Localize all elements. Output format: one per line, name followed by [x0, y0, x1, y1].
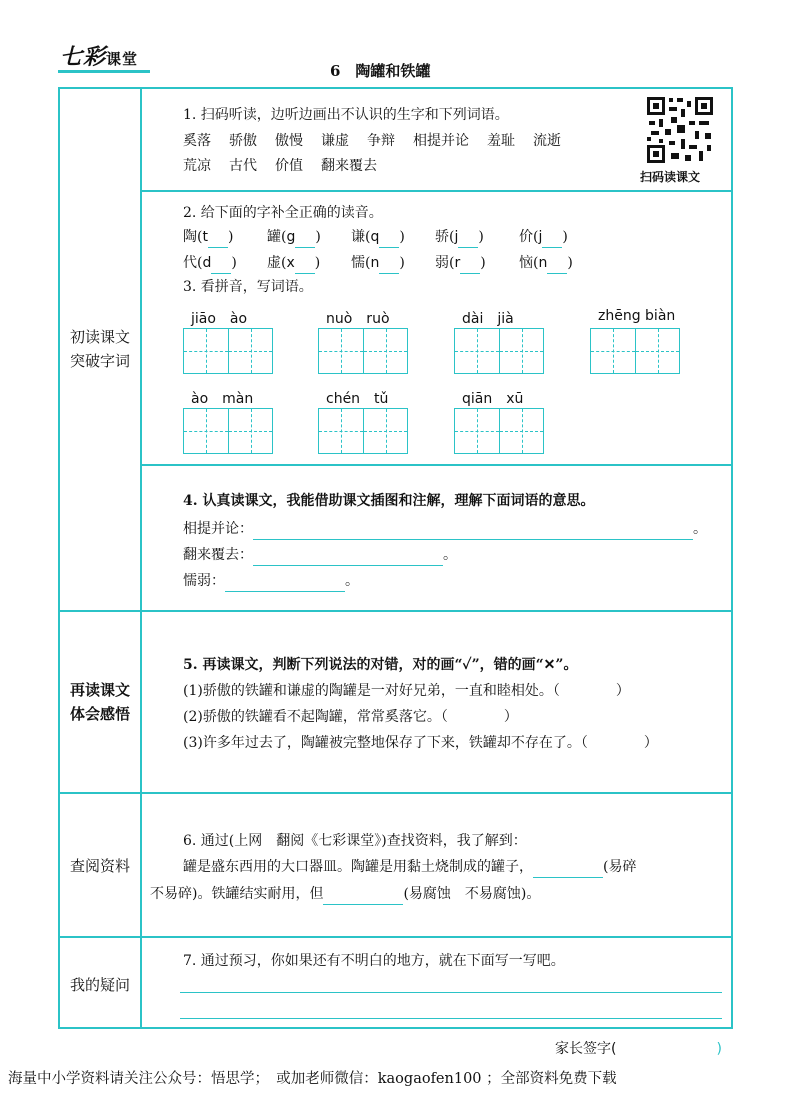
pinyin-hint: d	[202, 255, 212, 271]
answer-blank[interactable]	[379, 259, 399, 274]
section-label-first-read: 初读课文 突破字词	[69, 328, 130, 370]
pinyin-label: zhēng biàn	[598, 308, 676, 324]
answer-blank[interactable]	[379, 233, 399, 248]
writing-cell[interactable]	[591, 329, 635, 373]
qr-caption: 扫码读课文	[640, 170, 701, 184]
vocab-word: 价值	[275, 158, 303, 174]
pronunciation-item: 弱(r )	[435, 252, 519, 274]
q6-line1: 罐是盛东西用的大口器皿。陶罐是用黏土烧制成的罐子， (易碎	[183, 856, 636, 878]
answer-blank[interactable]	[323, 890, 403, 905]
section-label-reread: 再读课文 体会感悟	[69, 681, 130, 723]
writing-cell[interactable]	[184, 409, 228, 453]
writing-grid[interactable]	[183, 328, 273, 374]
answer-blank[interactable]	[460, 259, 480, 274]
answer-blank[interactable]	[295, 233, 315, 248]
pronunciation-item: 代(d )	[183, 252, 267, 274]
pinyin-hint: x	[286, 255, 295, 271]
pinyin-hint: t	[202, 229, 208, 245]
pinyin-label: ào màn	[191, 391, 254, 407]
pronunciation-item: 价(j )	[519, 226, 603, 248]
q4-term-label: 翻来覆去：	[183, 547, 253, 563]
pronunciation-char: 弱	[435, 255, 449, 271]
pinyin-hint: q	[370, 229, 380, 245]
writing-cell[interactable]	[499, 329, 543, 373]
writing-grid[interactable]	[318, 408, 408, 454]
footer-notice: 海量中小学资料请关注公众号：悟思学； 或加老师微信：kaogaofen100 ；全部资料免费下载	[8, 1071, 617, 1087]
writing-cell[interactable]	[455, 329, 499, 373]
divider-section2	[58, 792, 733, 794]
answer-blank[interactable]	[211, 259, 231, 274]
pinyin-hint: g	[286, 229, 296, 245]
q4-term-label: 相提并论：	[183, 521, 253, 537]
pinyin-hint: n	[370, 255, 380, 271]
writing-grid[interactable]	[318, 328, 408, 374]
pinyin-label: nuò ruò	[326, 311, 390, 327]
answer-blank[interactable]	[458, 233, 478, 248]
logo-underline	[58, 70, 150, 73]
q4-term-label: 懦弱：	[183, 573, 225, 589]
pronunciation-char: 代	[183, 255, 197, 271]
writing-cell[interactable]	[363, 329, 407, 373]
writing-grid[interactable]	[590, 328, 680, 374]
vocab-word: 流逝	[533, 133, 561, 149]
signature-label: 家长签字(	[555, 1041, 617, 1057]
answer-blank[interactable]	[542, 233, 562, 248]
logo-main: 七彩	[60, 44, 107, 70]
pinyin-label: dài jià	[462, 311, 514, 327]
pinyin-hint: n	[538, 255, 548, 271]
q7-prompt: 7. 通过预习，你如果还有不明白的地方，就在下面写一写吧。	[183, 953, 565, 969]
answer-blank[interactable]	[533, 863, 603, 878]
pinyin-label: jiāo ào	[191, 311, 248, 327]
column-divider	[140, 87, 142, 1029]
pinyin-label: qiān xū	[462, 391, 524, 407]
answer-blank[interactable]	[208, 233, 228, 248]
q3-prompt: 3. 看拼音，写词语。	[183, 279, 313, 295]
q5-prompt: 5. 再读课文，判断下列说法的对错，对的画“✓”，错的画“✕”。	[183, 657, 578, 673]
logo-sub: 课堂	[106, 50, 139, 68]
pronunciation-item: 虚(x )	[267, 252, 351, 274]
pronunciation-item: 骄(j )	[435, 226, 519, 248]
answer-blank[interactable]	[253, 525, 693, 540]
divider-q1	[140, 190, 733, 192]
divider-section1	[58, 610, 733, 612]
q4-term-2: 翻来覆去： 。	[183, 544, 457, 566]
writing-line[interactable]	[180, 1018, 722, 1019]
q1-prompt: 1. 扫码听读，边听边画出不认识的生字和下列词语。	[183, 107, 509, 123]
q4-prompt: 4. 认真读课文，我能借助课文插图和注解，理解下面词语的意思。	[183, 493, 595, 509]
section-label-questions: 我的疑问	[69, 976, 130, 994]
q1-words-row2	[183, 155, 395, 177]
writing-line[interactable]	[180, 992, 722, 993]
logo	[60, 40, 138, 71]
vocab-word: 相提并论	[413, 133, 469, 149]
pronunciation-char: 价	[519, 229, 533, 245]
divider-section3	[58, 936, 733, 938]
vocab-word: 荒凉	[183, 158, 211, 174]
q5-statement-1[interactable]: (1)骄傲的铁罐和谦虚的陶罐是一对好兄弟，一直和睦相处。（ ）	[183, 683, 630, 699]
vocab-word: 古代	[229, 158, 257, 174]
vocab-word: 争辩	[367, 133, 395, 149]
q1-accent-line	[523, 190, 615, 192]
pronunciation-item: 恼(n )	[519, 252, 603, 274]
writing-cell[interactable]	[635, 329, 679, 373]
writing-cell[interactable]	[228, 409, 272, 453]
q4-term-3: 懦弱： 。	[183, 570, 359, 592]
writing-cell[interactable]	[455, 409, 499, 453]
pinyin-hint: j	[538, 229, 543, 245]
writing-cell[interactable]	[499, 409, 543, 453]
q5-statement-2[interactable]: (2)骄傲的铁罐看不起陶罐，常常奚落它。（ ）	[183, 709, 518, 725]
writing-grid[interactable]	[454, 328, 544, 374]
pronunciation-char: 陶	[183, 229, 197, 245]
pronunciation-char: 恼	[519, 255, 533, 271]
vocab-word: 奚落	[183, 133, 211, 149]
answer-blank[interactable]	[295, 259, 315, 274]
vocab-word: 傲慢	[275, 133, 303, 149]
divider-q3	[140, 464, 733, 466]
pronunciation-item: 懦(n )	[351, 252, 435, 274]
writing-cell[interactable]	[319, 329, 363, 373]
writing-cell[interactable]	[184, 329, 228, 373]
vocab-word: 羞耻	[487, 133, 515, 149]
answer-blank[interactable]	[547, 259, 567, 274]
pronunciation-item: 陶(t )	[183, 226, 267, 248]
writing-cell[interactable]	[363, 409, 407, 453]
pronunciation-char: 谦	[351, 229, 365, 245]
q6-line2: 不易碎)。铁罐结实耐用，但 (易腐蚀 不易腐蚀)。	[150, 883, 540, 905]
pronunciation-char: 罐	[267, 229, 281, 245]
q5-statement-3[interactable]: (3)许多年过去了，陶罐被完整地保存了下来，铁罐却不存在了。（ ）	[183, 735, 658, 751]
parent-signature[interactable]: 家长签字( )	[555, 1041, 722, 1057]
pronunciation-char: 虚	[267, 255, 281, 271]
q2-row1	[183, 226, 603, 248]
writing-grid[interactable]	[183, 408, 273, 454]
writing-cell[interactable]	[319, 409, 363, 453]
pronunciation-char: 懦	[351, 255, 365, 271]
qr-code-icon[interactable]	[645, 95, 715, 165]
vocab-word: 骄傲	[229, 133, 257, 149]
q2-row2	[183, 252, 603, 274]
q4-term-1: 相提并论： 。	[183, 518, 707, 540]
q2-prompt: 2. 给下面的字补全正确的读音。	[183, 205, 383, 221]
vocab-word: 谦虚	[321, 133, 349, 149]
q1-words-row1	[183, 130, 579, 152]
lesson-title: 6 陶罐和铁罐	[330, 62, 431, 80]
pronunciation-item: 谦(q )	[351, 226, 435, 248]
section-label-research: 查阅资料	[69, 857, 130, 875]
writing-cell[interactable]	[228, 329, 272, 373]
answer-blank[interactable]	[253, 551, 443, 566]
pinyin-hint: j	[454, 229, 459, 245]
vocab-word: 翻来覆去	[321, 158, 377, 174]
writing-grid[interactable]	[454, 408, 544, 454]
pinyin-hint: r	[454, 255, 461, 271]
answer-blank[interactable]	[225, 577, 345, 592]
pinyin-label: chén tǔ	[326, 391, 389, 407]
pronunciation-char: 骄	[435, 229, 449, 245]
pronunciation-item: 罐(g )	[267, 226, 351, 248]
q6-prompt: 6. 通过(上网 翻阅《七彩课堂》)查找资料，我了解到：	[183, 833, 527, 849]
